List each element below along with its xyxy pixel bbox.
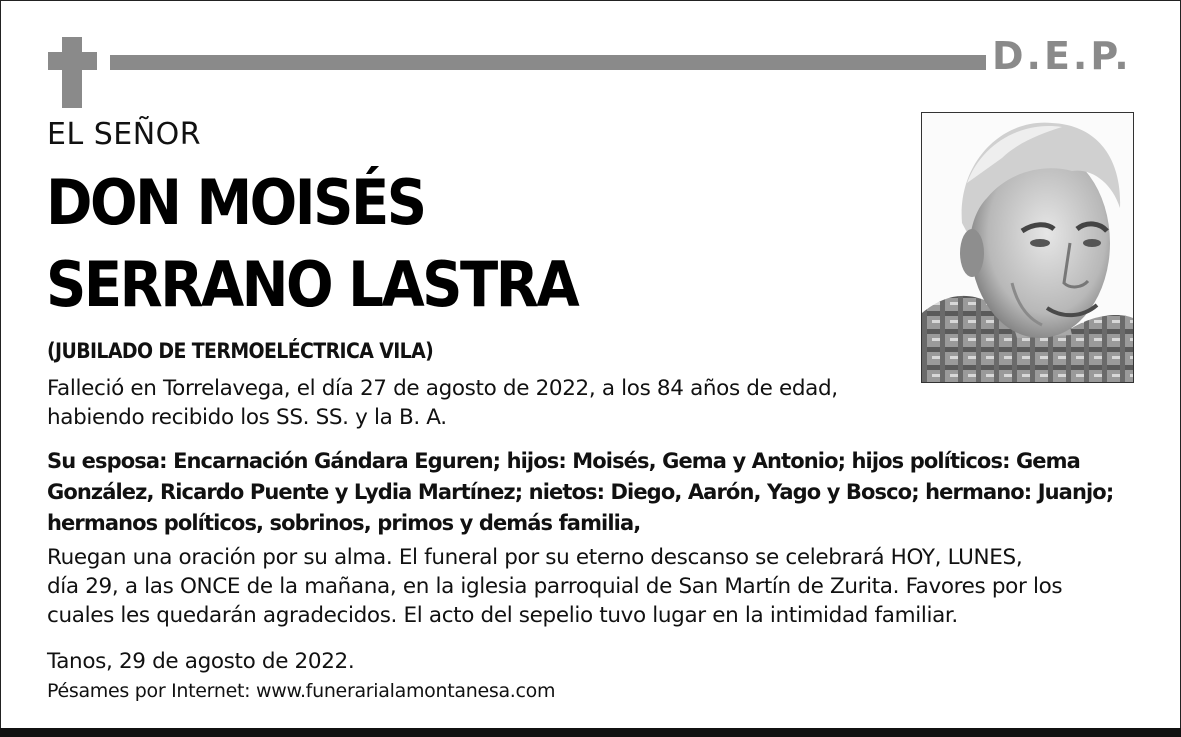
place-date-text: Tanos, 29 de agosto de 2022. <box>47 649 355 674</box>
place-date <box>47 647 1157 676</box>
funeral-paragraph <box>47 543 1157 630</box>
cross-vertical-bar <box>62 37 82 108</box>
portrait-illustration <box>922 113 1133 382</box>
header-rule <box>110 55 986 70</box>
funeral-line: día 29, a las ONCE de la mañana, en la iglesia parroquial de San Martín de Zurita. Favores por los <box>47 574 1063 599</box>
cross-horizontal-bar <box>48 52 97 70</box>
title-prefix: EL SEÑOR <box>47 117 202 152</box>
death-line: Falleció en Torrelavega, el día 27 de agosto de 2022, a los 84 años de edad, <box>47 376 838 401</box>
family-line: hermanos políticos, sobrinos, primos y demás familia, <box>47 511 641 535</box>
condolences-link-text: Pésames por Internet: www.funerarialamontanesa.com <box>47 680 556 702</box>
deceased-name-line-1: DON MOISÉS <box>46 166 425 240</box>
family-paragraph <box>47 446 1157 539</box>
portrait-photo <box>921 112 1134 383</box>
death-line: habiendo recibido los SS. SS. y la B. A. <box>47 405 447 430</box>
bottom-bar <box>0 728 1181 737</box>
occupation: (JUBILADO DE TERMOELÉCTRICA VILA) <box>47 339 434 363</box>
deceased-name-line-2: SERRANO LASTRA <box>46 248 578 322</box>
family-line: González, Ricardo Puente y Lydia Martínez; nietos: Diego, Aarón, Yago y Bosco; hermano: Juanjo; <box>47 480 1114 504</box>
family-line: Su esposa: Encarnación Gándara Eguren; hijos: Moisés, Gema y Antonio; hijos políticos: Gema <box>47 449 1080 473</box>
dep-label: D.E.P. <box>992 34 1132 78</box>
funeral-line: Ruegan una oración por su alma. El funeral por su eterno descanso se celebrará HOY, LUNES, <box>47 545 1023 570</box>
funeral-line: cuales les quedarán agradecidos. El acto del sepelio tuvo lugar en la intimidad familiar. <box>47 603 958 628</box>
